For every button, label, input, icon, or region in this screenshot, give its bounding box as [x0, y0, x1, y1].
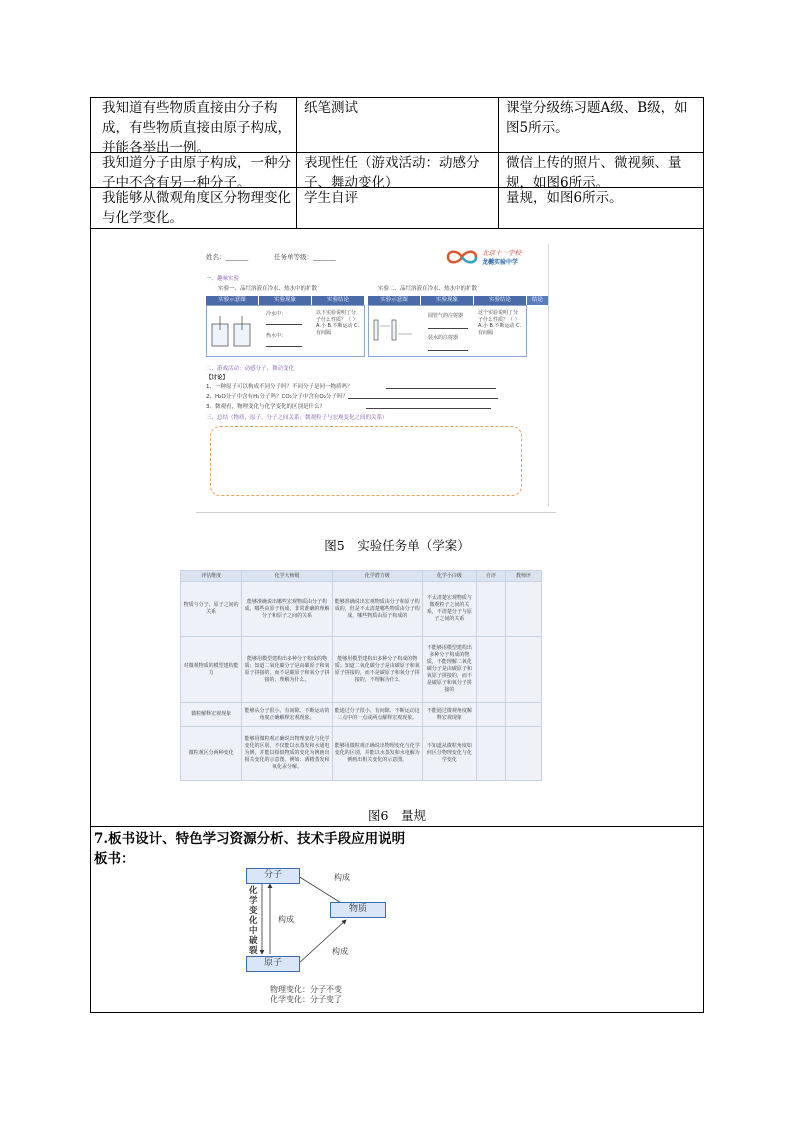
board-label: 板书：: [94, 851, 135, 867]
rubric-cell: 能够准确说出哪些宏观物质由分子构成，哪些由原子构成，非常准确的理解分子和原子之间的关系: [242, 582, 332, 637]
summary-answer-box: [210, 426, 522, 496]
exp2-header-phenomenon: 实验现象: [421, 296, 473, 305]
table-row-1-goal: 我知道有些物质直接由分子构成，有些物质直接由原子构成，并能各举出一例。: [102, 100, 291, 156]
section-1-title: 一、趣味实验: [206, 276, 240, 282]
label-physical-change: 物理变化：分子不变: [270, 985, 342, 994]
worksheet-level-label: 任务单等级：_______: [274, 253, 336, 261]
rubric-cell: [505, 582, 541, 637]
exp2-conclusion: 这个实验说明了分子什么性质？（ ）A.小 B.不断运动 C.有间隔: [478, 310, 522, 336]
rubric-header: 评估维度: [181, 571, 242, 582]
rubric-cell: 能够用微粒观正确说出物理变化与化学变化的区别，并能以水蒸发和水电解为例画出相关变化的示意图。: [332, 727, 422, 781]
section-divider: [90, 826, 704, 827]
rubric-cell: 微粒观区分两种变化: [181, 727, 242, 781]
exp1-cold-water: 冷水中：: [266, 311, 287, 317]
rubric-header: 自评: [477, 571, 506, 582]
table-row-1-evidence: 课堂分级练习题A级、B级，如图5所示。: [506, 100, 688, 136]
answer-line: [386, 388, 496, 389]
rubric-cell: 能通过分子很小、有间隙、不断运动这三点中的一点或两点解释宏观现象。: [332, 703, 422, 727]
node-matter: 物质: [330, 902, 386, 918]
rubric-cell: 能够用微粒观正确说出物理变化与化学变化的区别，不仅能以水蒸发和水通电为例，并能以相似物质的变化为例画出相关变化的示意图。例如：酒精蒸发和氧化汞分解。: [242, 727, 332, 781]
label-compose-vertical: 构成: [278, 915, 294, 924]
rubric-cell: 不能通过微观角度解释宏观现象: [422, 703, 476, 727]
exp1-header-diagram: 实验示意图: [206, 296, 258, 305]
figure-6-caption: 图6 量规: [368, 808, 426, 823]
rubric-row: [181, 727, 542, 781]
exp2-header-diagram: 实验示意图: [368, 296, 420, 305]
table-row-3-evidence: 量规，如图6所示。: [506, 190, 623, 206]
rubric-figure: [180, 570, 542, 780]
exp2-phenomenon-2: 装水的注射器: [428, 335, 459, 341]
answer-line: [428, 328, 468, 329]
figure-baseline: [196, 512, 556, 513]
question-1: 1、一种原子可以构成不同分子吗？不同分子是同一物质吗？: [206, 384, 353, 390]
rubric-cell: 能够从分子很小、有间隙、不断运动的角度正确解释宏观现象。: [242, 703, 332, 727]
rubric-cell: [505, 637, 541, 703]
table-row-3-method: 学生自评: [304, 190, 358, 206]
rubric-cell: [477, 637, 506, 703]
table-row-3-goal: 我能够从微观角度区分物理变化与化学变化。: [102, 190, 291, 226]
label-compose-bottom: 构成: [332, 947, 348, 956]
clipped-header: 结论: [527, 296, 548, 305]
node-molecule: 分子: [246, 868, 300, 884]
exp2-header-conclusion: 实验结论: [474, 296, 526, 305]
beaker-diagram-icon: [210, 316, 254, 350]
experiment-2-title: 实验二、品红溶液在冷水、热水中的扩散: [378, 286, 478, 292]
rubric-cell: [477, 703, 506, 727]
rubric-cell: 不能够用模型建构出多种分子构成的物质，不能理解二氧化碳分子是由碳原子和氧原子拼接的，而不是碳原子和氧分子拼接的: [422, 637, 476, 703]
rubric-row: [181, 582, 542, 637]
syringe-diagram-icon: [372, 316, 416, 346]
table-row-2-method: 表现性任（游戏活动：动感分子、舞动变化）: [304, 155, 480, 191]
table-row-1-method: 纸笔测试: [304, 100, 358, 116]
logo-sub-text: 龙樾实验中学: [482, 259, 519, 266]
rubric-cell: 对微观物质的模型建构能力: [181, 637, 242, 703]
answer-line: [266, 324, 302, 325]
rubric-cell: 不知道从微粒角度如何区分物理变化与化学变化: [422, 727, 476, 781]
table-col-divider: [296, 97, 297, 228]
experiment-1-title: 实验一、品红溶液在冷水、热水中的扩散: [218, 286, 318, 292]
rubric-cell: [505, 727, 541, 781]
rubric-cell: [477, 727, 506, 781]
section-2-title: 二、游戏活动：动感分子、舞动变化: [206, 366, 295, 372]
worksheet-figure: [196, 244, 556, 514]
answer-line: [266, 346, 302, 347]
answer-line: [348, 398, 498, 399]
rubric-cell: 能够用模型建构出多种分子构成的物质；知道二氧化碳分子是由碳原子和氧原子拼接的，而不是碳原子和氧分子拼接的，不理解为什么: [332, 637, 422, 703]
figure-5-caption: 图5 实验任务单（学案）: [324, 538, 470, 553]
table-row-divider: [90, 228, 704, 229]
table-row-2-evidence: 微信上传的照片、微视频、量规，如图6所示。: [506, 155, 682, 191]
rubric-table: [180, 570, 542, 781]
rubric-header: 教师评: [505, 571, 541, 582]
exp2-phenomenon-1: 圆管气的注射器: [428, 313, 464, 319]
rubric-cell: 微粒解释宏观现象: [181, 703, 242, 727]
node-atom: 原子: [246, 956, 300, 972]
answer-line: [428, 350, 468, 351]
exp1-header-phenomenon: 实验现象: [259, 296, 311, 305]
worksheet-name-label: 姓名：_______: [206, 253, 249, 261]
rubric-header: 化学大师级: [242, 571, 332, 582]
label-compose-top: 构成: [334, 873, 350, 882]
board-diagram: [240, 862, 400, 1012]
page-edge: [548, 244, 549, 506]
rubric-cell: 不太清楚宏观物质与微观粒子之间的关系，不清楚分子与原子之间的关系: [422, 582, 476, 637]
label-chemical-change: 化学变化：分子变了: [270, 995, 342, 1004]
question-3: 3、微观看，物理变化与化学变化的区别是什么？: [206, 404, 326, 410]
rubric-header-row: [181, 571, 542, 582]
exp1-hot-water: 热水中：: [266, 333, 287, 339]
table-col-divider: [498, 97, 499, 228]
rubric-cell: 物质与分子、原子之间的关系: [181, 582, 242, 637]
label-chemical-break: 化学变化中破裂: [249, 886, 258, 956]
discussion-label: 【讨论】: [206, 375, 229, 381]
rubric-cell: [477, 582, 506, 637]
rubric-header: 化学小白级: [422, 571, 476, 582]
rubric-header: 化学潜力级: [332, 571, 422, 582]
rubric-row: [181, 637, 542, 703]
table-row-2-goal: 我知道分子由原子构成，一种分子中不含有另一种分子。: [102, 155, 291, 191]
logo-main-text: 北京十一学校: [482, 249, 521, 257]
rubric-cell: 能够用模型建构出多种分子构成的物质；知道二氧化碳分子是由碳原子和氧原子拼接的，而不是碳原子和氧分子拼接的，理解为什么。: [242, 637, 332, 703]
section-3-title: 三、总结（物质、原子、分子之间关系；微观粒子与宏观变化之间的关系）: [206, 415, 388, 421]
rubric-cell: 能够准确说出宏观物质由分子和原子构成的，但是不太清楚哪些物质由分子构成，哪些物质由原子构成的: [332, 582, 422, 637]
question-2: 2、H₂O分子中含有H₂分子吗？CO₂分子中含有O₂分子吗？: [206, 394, 348, 400]
school-logo-icon: [444, 248, 480, 266]
exp1-conclusion: 以下实验说明了分子什么性质？（ ）A.小 B.不断运动 C.有间隔: [316, 310, 360, 336]
answer-line: [366, 408, 491, 409]
rubric-row: [181, 703, 542, 727]
section-7-title: 7.板书设计、特色学习资源分析、技术手段应用说明: [94, 831, 406, 847]
rubric-cell: [505, 703, 541, 727]
exp1-header-conclusion: 实验结论: [312, 296, 364, 305]
